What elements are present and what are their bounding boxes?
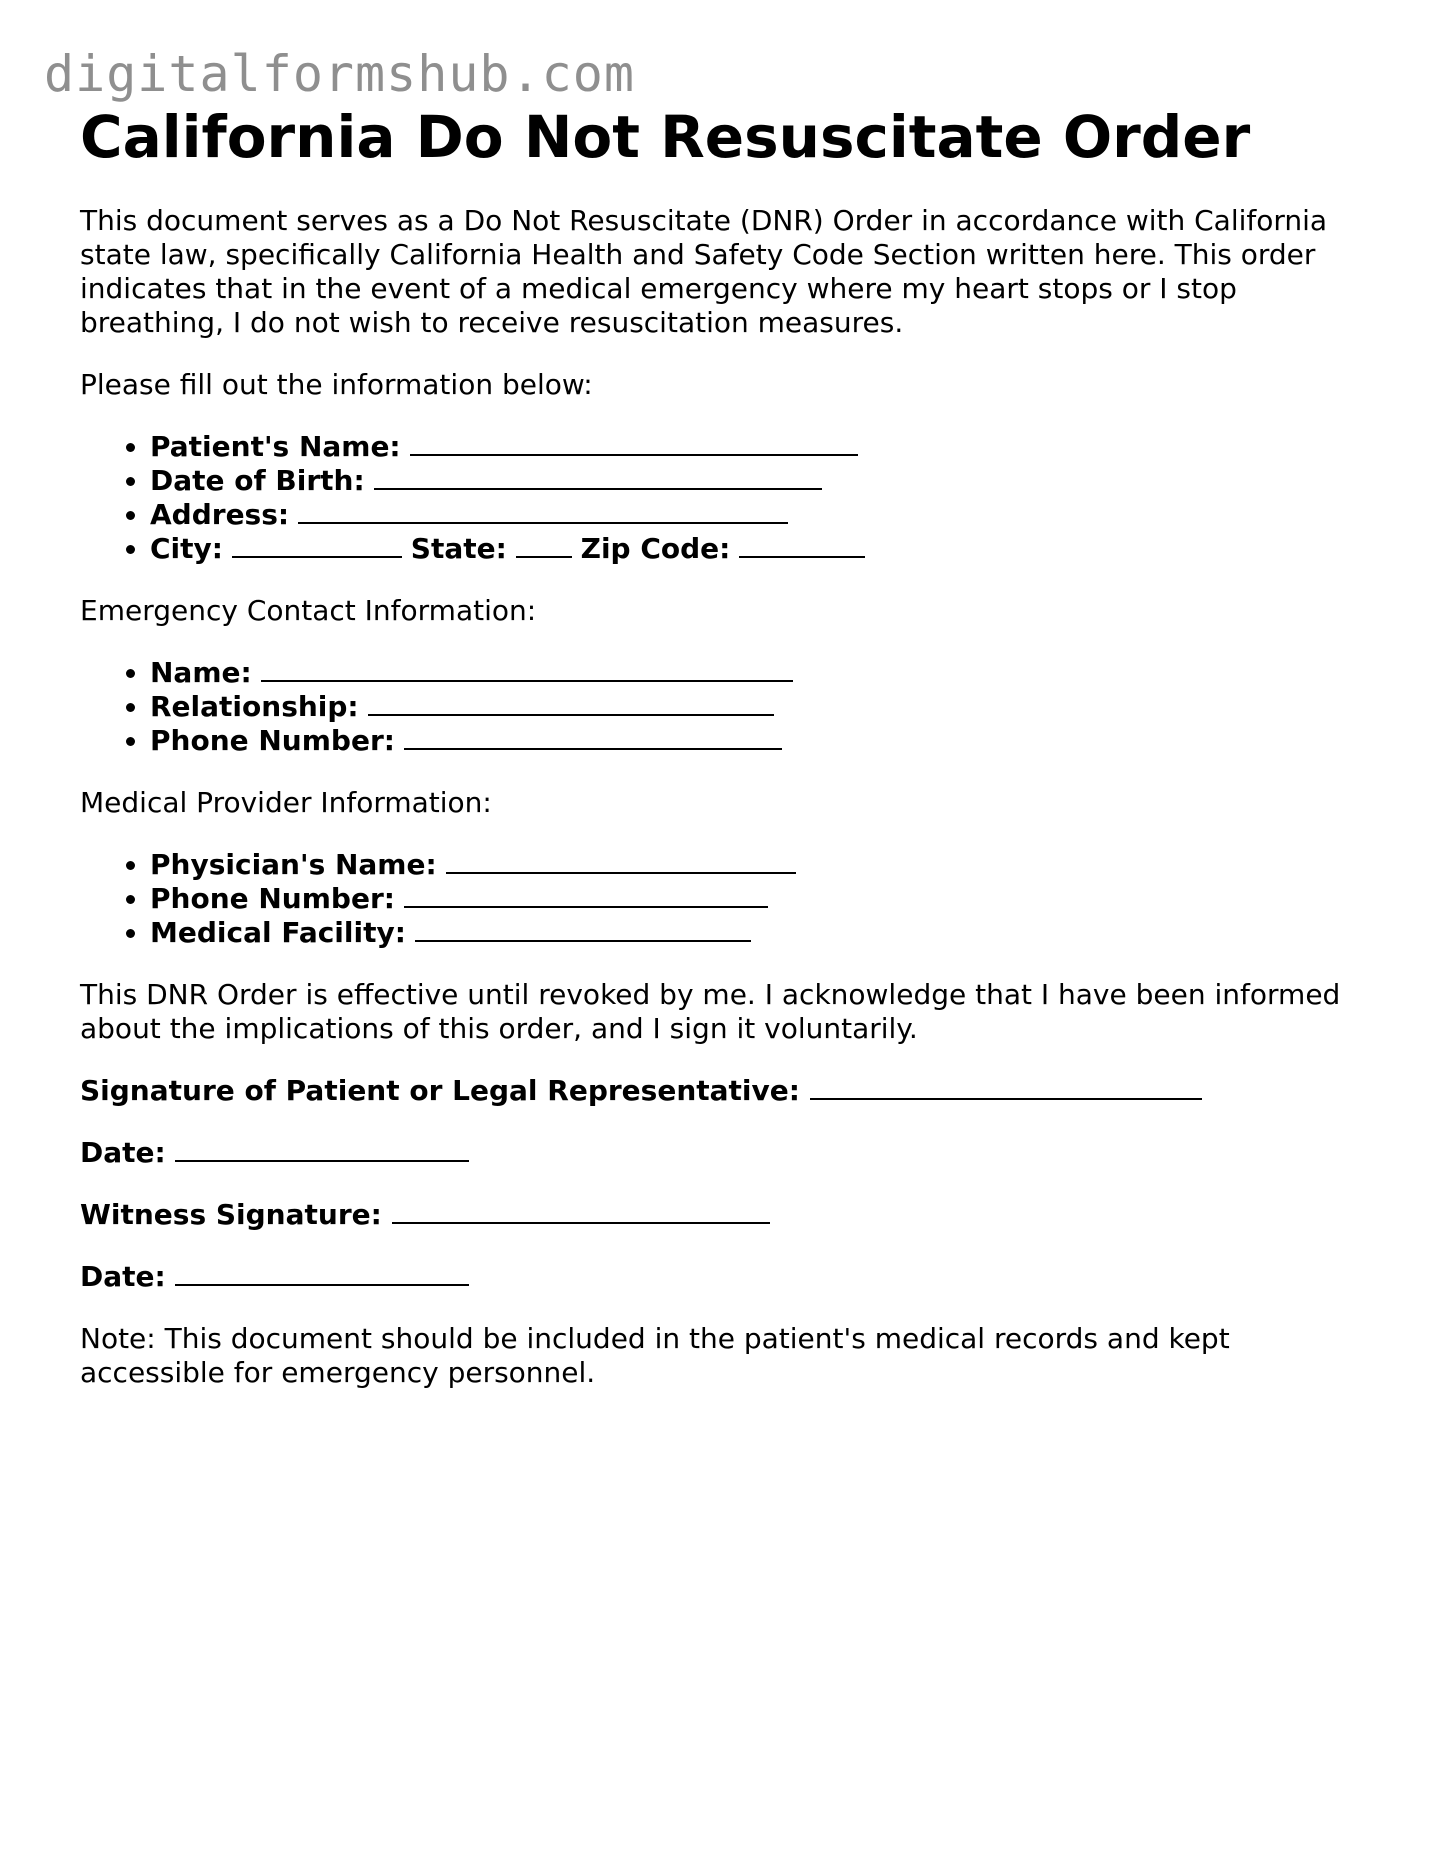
- patient-signature-label: Signature of Patient or Legal Representative:: [80, 1074, 800, 1107]
- list-item: [150, 916, 1380, 950]
- document-page: [80, 98, 1380, 1390]
- list-item: [150, 430, 1380, 464]
- acknowledgement-paragraph: This DNR Order is effective until revoked by me. I acknowledge that I have been informed about the implications of this order, and I sign it voluntarily.: [80, 978, 1341, 1045]
- witness-signature-row: [80, 1198, 1380, 1232]
- note-paragraph: Note: This document should be included in the patient's medical records and kept accessible for emergency personnel.: [80, 1322, 1230, 1389]
- address-label: Address:: [150, 498, 290, 531]
- witness-signature-label: Witness Signature:: [80, 1198, 382, 1231]
- witness-date-row: [80, 1260, 1380, 1294]
- list-item: [150, 532, 1380, 566]
- emergency-contact-list: [80, 656, 1380, 758]
- patient-signature-row: [80, 1074, 1380, 1108]
- provider-phone-field[interactable]: [404, 882, 768, 908]
- list-item: [150, 656, 1380, 690]
- emergency-phone-label: Phone Number:: [150, 724, 395, 757]
- city-label: City:: [150, 532, 223, 565]
- physician-name-label: Physician's Name:: [150, 848, 437, 881]
- date-label: Date:: [80, 1136, 166, 1169]
- medical-facility-label: Medical Facility:: [150, 916, 406, 949]
- list-item: [150, 464, 1380, 498]
- state-label: State:: [410, 532, 507, 565]
- list-item: [150, 848, 1380, 882]
- patient-signature-field[interactable]: [810, 1074, 1202, 1100]
- date-row: [80, 1136, 1380, 1170]
- state-field[interactable]: [516, 532, 572, 558]
- patient-info-list: [80, 430, 1380, 566]
- date-of-birth-field[interactable]: [374, 464, 822, 490]
- page-title: California Do Not Resuscitate Order: [80, 103, 1251, 171]
- provider-phone-label: Phone Number:: [150, 882, 395, 915]
- list-item: [150, 690, 1380, 724]
- medical-provider-heading: Medical Provider Information:: [80, 786, 492, 819]
- medical-facility-field[interactable]: [415, 916, 751, 942]
- witness-date-field[interactable]: [175, 1260, 469, 1286]
- emergency-contact-heading: Emergency Contact Information:: [80, 594, 537, 627]
- zip-code-field[interactable]: [739, 532, 865, 558]
- intro-paragraph: This document serves as a Do Not Resuscitate (DNR) Order in accordance with California state law, specifically California Health and Safety Code Section written here. This order indicates that in the event of a medical emergency where my heart stops or I stop breathing, I do not wish to receive resuscitation measures.: [80, 204, 1328, 339]
- address-field[interactable]: [298, 498, 788, 524]
- city-field[interactable]: [232, 532, 402, 558]
- witness-date-label: Date:: [80, 1260, 166, 1293]
- zip-code-label: Zip Code:: [580, 532, 731, 565]
- witness-signature-field[interactable]: [392, 1198, 770, 1224]
- list-item: [150, 724, 1380, 758]
- watermark: digitalformshub.com: [44, 45, 635, 103]
- patient-name-label: Patient's Name:: [150, 430, 401, 463]
- relationship-field[interactable]: [368, 690, 774, 716]
- emergency-name-field[interactable]: [261, 656, 793, 682]
- patient-name-field[interactable]: [410, 430, 858, 456]
- list-item: [150, 882, 1380, 916]
- emergency-name-label: Name:: [150, 656, 252, 689]
- relationship-label: Relationship:: [150, 690, 359, 723]
- instructions-text: Please fill out the information below:: [80, 368, 593, 401]
- emergency-phone-field[interactable]: [404, 724, 782, 750]
- medical-provider-list: [80, 848, 1380, 950]
- physician-name-field[interactable]: [446, 848, 796, 874]
- date-field[interactable]: [175, 1136, 469, 1162]
- list-item: [150, 498, 1380, 532]
- date-of-birth-label: Date of Birth:: [150, 464, 365, 497]
